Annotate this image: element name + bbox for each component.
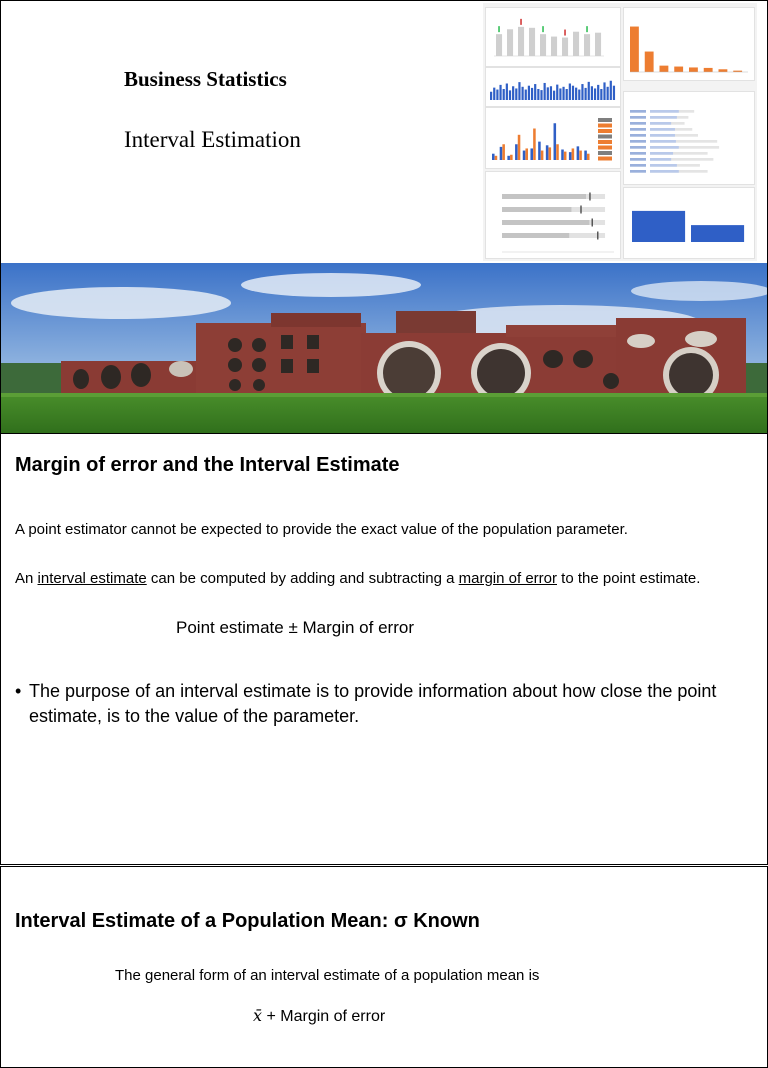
mean-formula — [253, 1006, 385, 1026]
clustered-bar — [584, 151, 587, 160]
clustered-bar — [500, 147, 503, 160]
campus-building-photo — [1, 263, 768, 434]
bullet-item — [15, 679, 735, 729]
monthly-bar — [569, 84, 571, 101]
row-label — [630, 164, 646, 167]
employee-bar — [660, 66, 669, 72]
point-estimate-formula: Point estimate ± Margin of error — [176, 618, 414, 637]
clustered-bar — [554, 123, 557, 160]
bullet-marker: • — [15, 681, 22, 701]
value-bar — [650, 146, 679, 149]
population-mean-slide — [0, 866, 768, 1068]
monthly-bar — [518, 82, 520, 100]
actual-target-chart — [486, 172, 620, 258]
monthly-bar — [493, 88, 495, 100]
actual-bar — [502, 207, 571, 212]
employees-chart-panel — [623, 7, 755, 81]
variance-marker — [498, 26, 500, 32]
revenue-chart — [486, 8, 620, 66]
clustered-bar — [538, 142, 541, 160]
monthly-bar — [509, 90, 511, 100]
clustered-bar — [579, 151, 582, 160]
clustered-bar — [533, 129, 536, 161]
monthly-bar — [503, 89, 505, 100]
row-label — [630, 146, 646, 149]
value-bar — [650, 164, 677, 167]
interval-estimate-term: interval estimate — [37, 570, 147, 587]
monthly-revenue-chart — [486, 68, 620, 106]
row-label — [630, 128, 646, 131]
clustered-bar — [530, 148, 533, 160]
monthly-bar — [585, 88, 587, 100]
value-bar — [650, 140, 676, 143]
bullet-text: The purpose of an interval estimate is to provide information about how close the point estimate, is to the value of the parameter. — [29, 681, 717, 726]
employee-bar — [704, 68, 713, 72]
age-group-chart — [624, 188, 754, 258]
monthly-bar — [594, 88, 596, 100]
value-bar — [650, 116, 677, 119]
monthly-bar — [591, 86, 593, 100]
slicer-button — [598, 118, 612, 122]
monthly-bar — [581, 84, 583, 100]
monthly-bar — [572, 86, 574, 100]
employee-bar — [674, 67, 683, 72]
revenue-bar — [529, 28, 535, 56]
monthly-bar — [610, 81, 612, 100]
target-marker — [589, 193, 590, 201]
monthly-bar — [496, 90, 498, 100]
text-segment: can be computed by adding and subtracting a — [146, 570, 459, 587]
clustered-bar — [507, 156, 510, 160]
clustered-bar — [561, 150, 564, 161]
value-bar — [650, 152, 673, 155]
clustered-bar — [515, 144, 518, 160]
slicer-button — [598, 151, 612, 155]
row-label — [630, 140, 646, 143]
target-marker — [592, 219, 593, 227]
price-chart-panel — [623, 91, 755, 185]
row-label — [630, 122, 646, 125]
slide-subtitle: Interval Estimation — [124, 127, 301, 152]
monthly-bar — [562, 87, 564, 100]
value-bar — [650, 128, 675, 131]
revenue-bar — [584, 34, 590, 56]
actual-bar — [502, 233, 569, 238]
clustered-chart-panel — [485, 107, 621, 169]
monthly-bar — [588, 82, 590, 100]
age-group-panel — [623, 187, 755, 259]
monthly-bar — [515, 88, 517, 100]
monthly-bar — [534, 84, 536, 100]
paragraph-point-estimator: A point estimator cannot be expected to provide the exact value of the population parameter. — [15, 521, 628, 538]
clustered-chart — [486, 108, 620, 168]
age-group-bar — [632, 211, 685, 242]
dashboard-thumbnail — [483, 3, 757, 261]
actual-bar — [502, 194, 586, 199]
revenue-bar — [496, 34, 502, 56]
monthly-bar — [559, 88, 561, 100]
employee-bar — [719, 69, 728, 72]
clustered-bar — [495, 156, 498, 160]
target-marker — [597, 232, 598, 240]
revenue-bar — [595, 33, 601, 56]
row-label — [630, 152, 646, 155]
margin-of-error-term: margin of error — [458, 570, 557, 587]
clustered-bar — [523, 151, 526, 160]
monthly-bar — [499, 85, 501, 100]
revenue-bar — [562, 38, 568, 56]
clustered-bar — [572, 148, 575, 160]
clustered-bar — [569, 152, 572, 160]
monthly-bar — [550, 86, 552, 100]
value-bar — [650, 110, 679, 113]
slide-heading: Interval Estimate of a Population Mean: σ Known — [15, 910, 480, 932]
text-segment: to the point estimate. — [557, 570, 701, 587]
clustered-bar — [556, 144, 559, 160]
slicer-button — [598, 124, 612, 128]
clustered-bar — [502, 144, 505, 160]
variance-marker — [542, 26, 544, 32]
monthly-bar — [544, 83, 546, 100]
clustered-bar — [510, 155, 513, 160]
revenue-bar — [518, 27, 524, 56]
slicer-button — [598, 140, 612, 144]
target-marker — [580, 206, 581, 214]
clustered-bar — [541, 151, 544, 160]
clustered-bar — [546, 145, 549, 160]
row-label — [630, 134, 646, 137]
clustered-bar — [577, 146, 580, 160]
formula-rest: + Margin of error — [262, 1008, 386, 1025]
employee-bar — [630, 27, 639, 72]
age-group-bar — [691, 225, 744, 242]
x-bar-symbol: x̄ — [253, 1006, 263, 1025]
slicer-button — [598, 146, 612, 150]
monthly-revenue-panel — [485, 67, 621, 107]
clustered-bar — [549, 147, 552, 160]
variance-marker — [586, 26, 588, 32]
revenue-bar — [540, 34, 546, 56]
monthly-bar — [556, 85, 558, 100]
row-label — [630, 110, 646, 113]
monthly-bar — [607, 87, 609, 100]
employees-chart — [624, 8, 754, 80]
revenue-bar — [507, 29, 513, 56]
revenue-bar — [551, 37, 557, 56]
monthly-bar — [528, 86, 530, 100]
monthly-bar — [525, 90, 527, 100]
clustered-bar — [492, 154, 495, 160]
row-label — [630, 158, 646, 161]
general-form-text: The general form of an interval estimate of a population mean is — [115, 967, 540, 984]
slide-heading: Margin of error and the Interval Estimate — [15, 454, 400, 476]
slicer-button — [598, 135, 612, 139]
monthly-bar — [566, 89, 568, 100]
monthly-bar — [613, 86, 615, 100]
employee-bar — [645, 52, 654, 72]
actual-bar — [502, 220, 589, 225]
slide-title: Business Statistics — [124, 67, 287, 91]
monthly-bar — [537, 89, 539, 100]
title-slide — [0, 0, 768, 434]
campus-building-image — [1, 263, 768, 434]
monthly-bar — [575, 88, 577, 100]
clustered-bar — [587, 154, 590, 160]
revenue-chart-panel — [485, 7, 621, 67]
slicer-button — [598, 157, 612, 161]
monthly-bar — [597, 85, 599, 100]
value-bar — [650, 158, 671, 161]
monthly-bar — [547, 87, 549, 100]
margin-of-error-slide — [0, 434, 768, 865]
variance-marker — [520, 19, 522, 25]
monthly-bar — [603, 82, 605, 100]
monthly-bar — [600, 89, 602, 100]
value-bar — [650, 134, 675, 137]
clustered-bar — [518, 135, 521, 160]
clustered-bar — [525, 148, 528, 160]
employee-bar — [689, 67, 698, 72]
monthly-bar — [531, 88, 533, 100]
monthly-bar — [540, 90, 542, 100]
monthly-bar — [522, 87, 524, 100]
text-segment: An — [15, 570, 38, 587]
row-label — [630, 116, 646, 119]
monthly-bar — [512, 86, 514, 100]
revenue-bar — [573, 32, 579, 56]
monthly-bar — [578, 90, 580, 100]
clustered-bar — [564, 152, 567, 160]
actual-target-panel — [485, 171, 621, 259]
value-bar — [650, 170, 679, 173]
row-label — [630, 170, 646, 173]
paragraph-interval-estimate — [15, 568, 735, 589]
value-bar — [650, 122, 671, 125]
monthly-bar — [490, 92, 492, 100]
monthly-bar — [553, 91, 555, 100]
monthly-bar — [506, 84, 508, 101]
slicer-button — [598, 129, 612, 133]
price-chart — [624, 92, 754, 184]
variance-marker — [564, 30, 566, 36]
